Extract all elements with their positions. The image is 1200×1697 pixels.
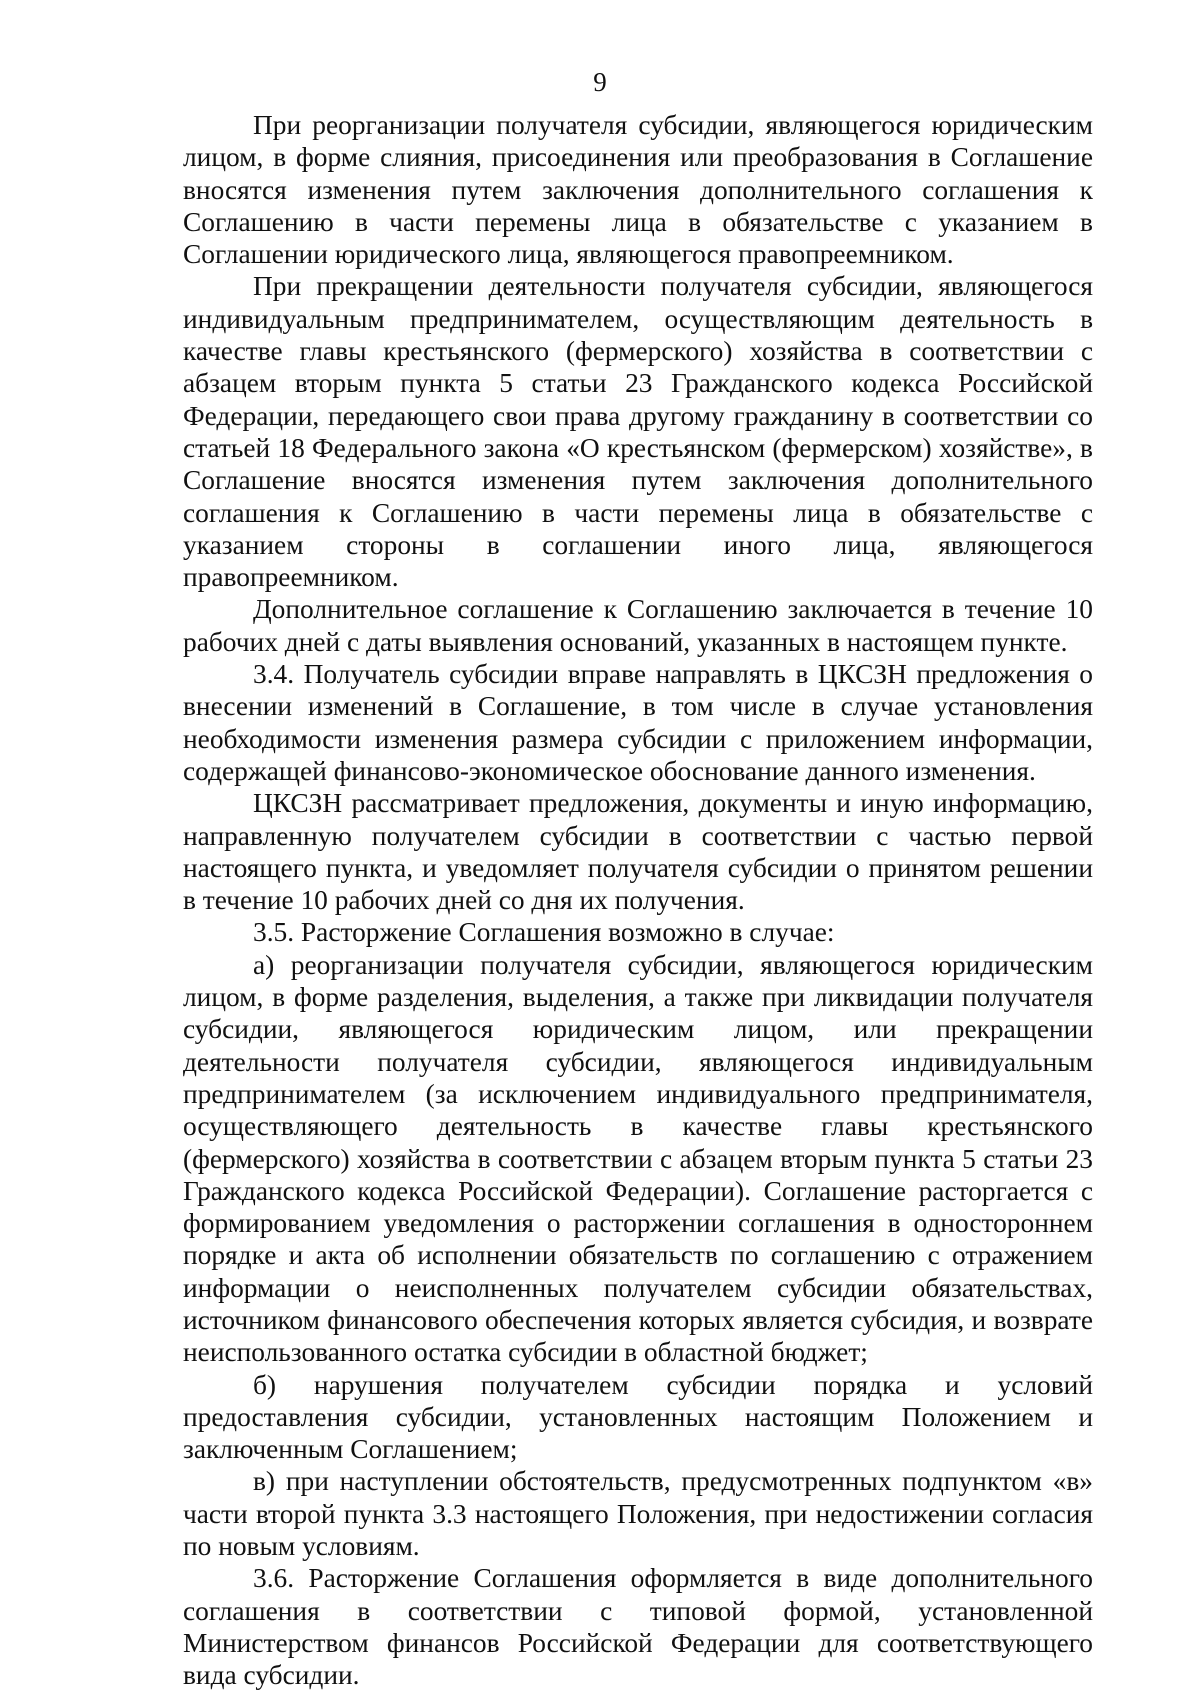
paragraph: б) нарушения получателем субсидии порядка и условий предоставления субсидии, установленных настоящим Положением и заключенным Соглашением; — [183, 1369, 1093, 1465]
paragraph: в) при наступлении обстоятельств, предусмотренных подпунктом «в» части второй пункта 3.3 настоящего Положения, при недостижении согласия по новым условиям. — [183, 1466, 1093, 1562]
paragraph: а) реорганизации получателя субсидии, являющегося юридическим лицом, в форме разделения, выделения, а также при ликвидации получателя субсидии, являющегося юридическим лицом, или прекращении деятельности получателя субсидии, являющегося индивидуальным предпринимателем (за исключением индивидуального предпринимателя, осуществляющего деятельность в качестве главы крестьянского (фермерского) хозяйства в соответствии с абзацем вторым пункта 5 статьи 23 Гражданского кодекса Российской Федерации). Соглашение расторгается с формированием уведомления о расторжении соглашения в одностороннем порядке и акта об исполнении обязательств по соглашению с отражением информации о неисполненных получателем субсидии обязательствах, источником финансового обеспечения которых является субсидия, и возврате неиспользованного остатка субсидии в областной бюджет; — [183, 949, 1093, 1368]
paragraph: 3.6. Расторжение Соглашения оформляется в виде дополнительного соглашения в соответствии с типовой формой, установленной Министерством финансов Российской Федерации для соответствующего вида субсидии. — [183, 1563, 1093, 1691]
document-body — [183, 109, 1093, 1692]
paragraph: ЦКСЗН рассматривает предложения, документы и иную информацию, направленную получателем субсидии в соответствии с частью первой настоящего пункта, и уведомляет получателя субсидии о принятом решении в течение 10 рабочих дней со дня их получения. — [183, 788, 1093, 916]
paragraph: 3.5. Расторжение Соглашения возможно в случае: — [253, 917, 835, 948]
paragraph: Дополнительное соглашение к Соглашению заключается в течение 10 рабочих дней с даты выявления оснований, указанных в настоящем пункте. — [183, 594, 1093, 657]
paragraph: При прекращении деятельности получателя субсидии, являющегося индивидуальным предпринимателем, осуществляющим деятельность в качестве главы крестьянского (фермерского) хозяйства в соответствии с абзацем вторым пункта 5 статьи 23 Гражданского кодекса Российской Федерации, передающего свои права другому гражданину в соответствии со статьей 18 Федерального закона «О крестьянском (фермерском) хозяйстве», в Соглашение вносятся изменения путем заключения дополнительного соглашения к Соглашению в части перемены лица в обязательстве с указанием стороны в соглашении иного лица, являющегося правопреемником. — [183, 271, 1093, 593]
paragraph: 3.4. Получатель субсидии вправе направлять в ЦКСЗН предложения о внесении изменений в Соглашение, в том числе в случае установления необходимости изменения размера субсидии с приложением информации, содержащей финансово-экономическое обоснование данного изменения. — [183, 659, 1093, 786]
paragraph: При реорганизации получателя субсидии, являющегося юридическим лицом, в форме слияния, присоединения или преобразования в Соглашение вносятся изменения путем заключения дополнительного соглашения к Соглашению в части перемены лица в обязательстве с указанием в Соглашении юридического лица, являющегося правопреемником. — [183, 110, 1093, 270]
page-number: 9 — [593, 67, 607, 97]
